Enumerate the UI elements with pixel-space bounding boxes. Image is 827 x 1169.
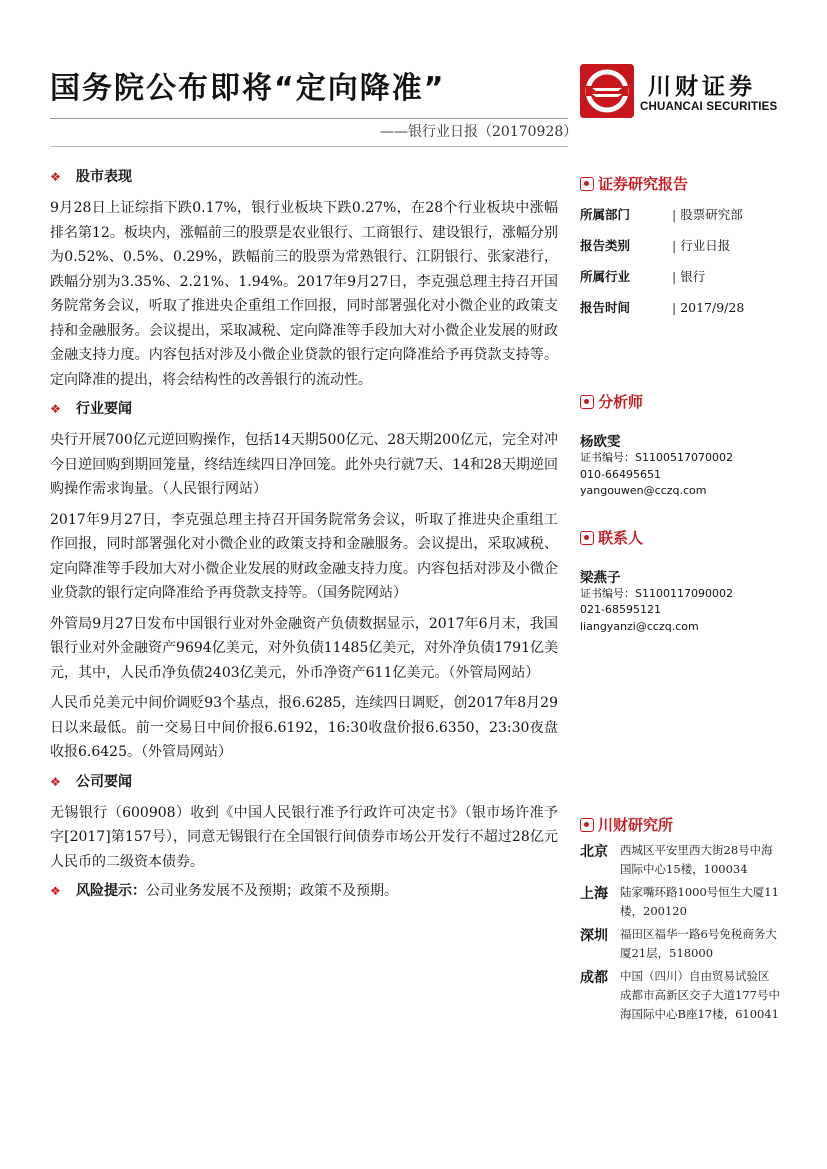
- analyst-email[interactable]: yangouwen@cczq.com: [580, 484, 707, 497]
- section-heading-company: [50, 771, 558, 793]
- industry-paragraph: 2017年9月27日，李克强总理主持召开国务院常务会议，听取了推进央企重组工作回报，同时部署强化对小微企业的政策支持和金融服务。会议提出，采取减税、定向降准等手段加大对小微企业发展的财政金融支持力度。内容包括对涉及小微企业贷款的银行定向降准给予再贷款支持等。（国务院网站）: [50, 511, 558, 601]
- office-address: 中国（四川）自由贸易试验区成都市高新区交子大道177号中海国际中心B座17楼，610041: [620, 969, 780, 1021]
- meta-label: 所属部门: [580, 207, 631, 222]
- section-title: 公司要闻: [76, 773, 132, 790]
- logo-mark-icon: [580, 64, 634, 118]
- sidebar-heading-analyst: [580, 390, 780, 414]
- logo-english-name: CHUANCAI SECURITIES: [640, 101, 778, 113]
- market-paragraph: 9月28日上证综指下跌0.17%，银行业板块下跌0.27%，在28个行业板块中涨幅排名第12。板块内，涨幅前三的股票是农业银行、工商银行、建设银行，涨幅分别为0.52%、0.5%、0.29%，跌幅前三的股票为常熟银行、江阴银行、张家港行，跌幅分别为3.35%、2.21%、1.94%。2017年9月27日，李克强总理主持召开国务院常务会议，听取了推进央企重组工作回报，同时部署强化对小微企业的政策支持和金融服务。会议提出，采取减税、定向降准等手段加大对小微企业发展的财政金融支持力度。内容包括对涉及小微企业贷款的银行定向降准给予再贷款支持等。定向降准的提出，将会结构性的改善银行的流动性。: [50, 200, 558, 388]
- sidebar-heading-text: 证券研究报告: [598, 175, 689, 193]
- meta-label: 报告类别: [580, 238, 631, 253]
- company-paragraph: 无锡银行（600908）收到《中国人民银行准予行政许可决定书》（银市场许准予字[2017]第157号），同意无锡银行在全国银行间债券市场公开发行不超过28亿元人民币的二级资本债券。: [50, 804, 558, 870]
- office-address: 福田区福华一路6号免税商务大厦21层，518000: [620, 927, 777, 960]
- office-city: 深圳: [580, 928, 608, 944]
- industry-paragraph: 人民币兑美元中间价调贬93个基点，报6.6285，连续四日调贬，创2017年8月29日以来最低。前一交易日中间价报6.6192，16:30收盘价报6.6350，23:30夜盘收报6.6425。（外管局网站）: [50, 695, 558, 760]
- analyst-icon: [580, 395, 594, 409]
- sidebar-heading-text: 分析师: [598, 393, 644, 411]
- section-heading-market: [50, 166, 558, 188]
- report-icon: [580, 177, 594, 191]
- meta-value: | 股票研究部: [672, 206, 743, 224]
- risk-text: 公司业务发展不及预期；政策不及预期。: [146, 883, 398, 899]
- office-city: 成都: [580, 970, 608, 986]
- office-address: 陆家嘴环路1000号恒生大厦11楼，200120: [620, 885, 779, 918]
- industry-paragraph: 央行开展700亿元逆回购操作，包括14天期500亿元、28天期200亿元，完全对冲今日逆回购到期回笼量，终结连续四日净回笼。此外央行就7天、14和28天期逆回购操作需求询量。（人民银行网站）: [50, 432, 558, 497]
- section-title: 股市表现: [76, 169, 132, 185]
- sidebar-heading-text: 联系人: [598, 528, 644, 547]
- logo-chinese-name: 川财证券: [648, 74, 756, 100]
- meta-row-department: [580, 202, 780, 233]
- risk-label: 风险提示：: [76, 883, 146, 899]
- analyst-name: 杨欧雯: [580, 434, 621, 450]
- diamond-bullet-icon: ❖: [50, 774, 61, 789]
- header-divider: [50, 118, 568, 119]
- meta-label: 报告时间: [580, 300, 631, 315]
- sidebar: [580, 172, 780, 1028]
- sidebar-heading-contact: [580, 526, 780, 550]
- office-shanghai: [580, 883, 780, 921]
- contact-email[interactable]: liangyanzi@cczq.com: [580, 619, 699, 633]
- section-title: 行业要闻: [76, 401, 132, 417]
- office-shenzhen: [580, 925, 780, 963]
- office-beijing: [580, 841, 780, 879]
- meta-value: | 2017/9/28: [672, 299, 744, 317]
- subtitle-divider: [50, 146, 568, 147]
- report-title: 国务院公布即将“定向降准”: [50, 71, 446, 106]
- office-city: 上海: [580, 886, 608, 902]
- analyst-cert: 证书编号：S1100517070002: [580, 451, 733, 464]
- meta-value: | 银行: [672, 268, 705, 286]
- sidebar-heading-institute: [580, 813, 780, 837]
- institute-icon: [580, 818, 594, 832]
- section-heading-industry: [50, 398, 558, 420]
- diamond-bullet-icon: ❖: [50, 402, 61, 416]
- meta-label: 所属行业: [580, 269, 631, 284]
- analyst-phone: 010-66495651: [580, 467, 661, 481]
- contact-icon: [580, 531, 594, 545]
- office-address: 西城区平安里西大街28号中海国际中心15楼，100034: [620, 843, 773, 876]
- contact-cert: 证书编号：S1100117090002: [580, 586, 733, 600]
- sidebar-heading-report: [580, 172, 780, 196]
- diamond-bullet-icon: ❖: [50, 170, 61, 184]
- industry-paragraph: 外管局9月27日发布中国银行业对外金融资产负债数据显示，2017年6月末，我国银行业对外金融资产9694亿美元，对外负债11485亿美元，对外净负债1791亿美元，其中，人民币净负债2403亿美元，外币净资产611亿美元。（外管局网站）: [50, 615, 558, 681]
- office-chengdu: [580, 967, 780, 1024]
- company-logo: [580, 64, 780, 122]
- contact-name: 梁燕子: [580, 569, 621, 586]
- sidebar-heading-text: 川财研究所: [598, 816, 674, 834]
- main-content: [50, 160, 558, 902]
- meta-row-industry: [580, 264, 780, 295]
- meta-row-date: [580, 295, 780, 326]
- diamond-bullet-icon: ❖: [50, 884, 61, 898]
- risk-warning: [50, 880, 558, 902]
- meta-value: | 行业日报: [672, 237, 730, 255]
- office-city: 北京: [580, 844, 608, 860]
- report-subtitle: ——银行业日报（20170928）: [380, 124, 578, 140]
- contact-phone: 021-68595121: [580, 603, 661, 616]
- meta-row-category: [580, 233, 780, 264]
